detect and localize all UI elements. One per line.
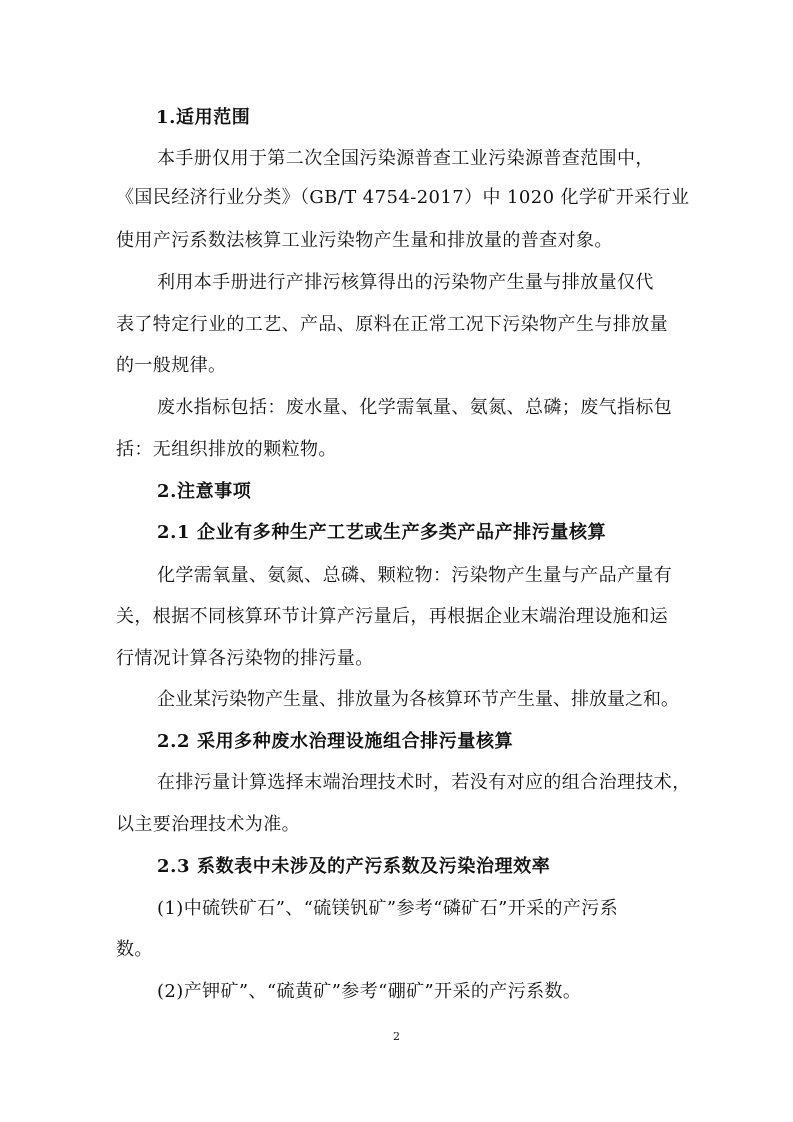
paragraph-line: 使用产污系数法核算工业污染物产生量和排放量的普查对象。	[116, 230, 613, 251]
paragraph-line: 数。	[116, 939, 153, 960]
subsection-heading-2-1: 2.1 企业有多种生产工艺或生产多类产品产排污量核算	[157, 522, 607, 543]
paragraph-line: 企业某污染物产生量、排放量为各核算环节产生量、排放量之和。	[157, 689, 679, 710]
section-heading-scope: 1.适用范围	[156, 107, 251, 128]
paragraph-line: 行情况计算各污染物的排污量。	[116, 648, 374, 669]
paragraph-line: (1)中硫铁矿石”、“硫镁钒矿”参考“磷矿石”开采的产污系	[157, 898, 619, 919]
section-heading-notes: 2.注意事项	[157, 481, 252, 502]
page-number: 2	[393, 1030, 400, 1043]
paragraph-line: 废水指标包括：废水量、化学需氧量、氨氮、总磷；废气指标包	[157, 397, 673, 418]
paragraph-line: 在排污量计算选择末端治理技术时，若没有对应的组合治理技术，	[157, 772, 691, 793]
paragraph-line: 表了特定行业的工艺、产品、原料在正常工况下污染物产生与排放量	[116, 314, 668, 335]
paragraph-line: 化学需氧量、氨氮、总磷、颗粒物：污染物产生量与产品产量有	[157, 565, 673, 586]
paragraph-line: (2)产钾矿”、“硫黄矿”参考“硼矿”开采的产污系数。	[157, 981, 582, 1002]
paragraph-line: 《国民经济行业分类》（GB/T 4754-2017）中 1020 化学矿开采行业	[116, 187, 690, 208]
paragraph-line: 括：无组织排放的颗粒物。	[116, 439, 337, 460]
paragraph-line: 关，根据不同核算环节计算产污量后，再根据企业末端治理设施和运	[116, 606, 668, 627]
paragraph-line: 以主要治理技术为准。	[116, 814, 300, 835]
subsection-heading-2-2: 2.2 采用多种废水治理设施组合排污量核算	[157, 731, 514, 752]
paragraph-line: 利用本手册进行产排污核算得出的污染物产生量与排放量仅代	[157, 272, 654, 293]
paragraph-line: 的一般规律。	[116, 355, 227, 376]
paragraph-line: 本手册仅用于第二次全国污染源普查工业污染源普查范围中，	[157, 148, 654, 169]
subsection-heading-2-3: 2.3 系数表中未涉及的产污系数及污染治理效率	[157, 856, 551, 877]
